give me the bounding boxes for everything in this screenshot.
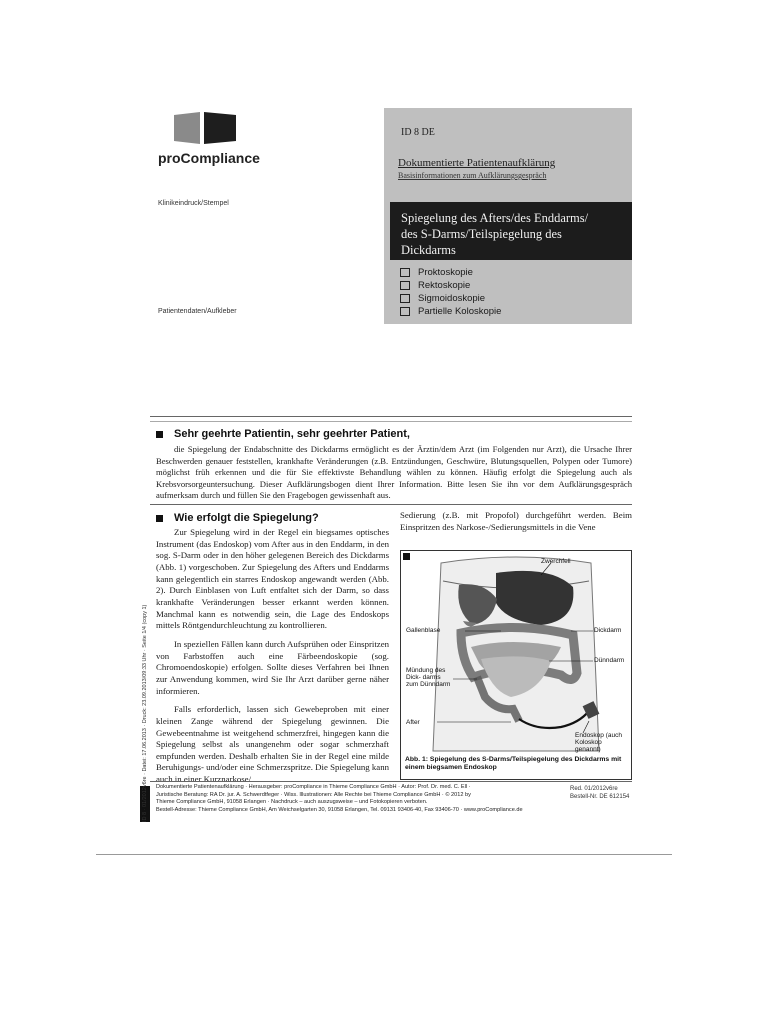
checkbox-icon[interactable]: [400, 307, 410, 316]
option-partielle-koloskopie[interactable]: Partielle Koloskopie: [400, 305, 501, 318]
divider: [150, 504, 632, 505]
label-muendung: Mündung des Dick- darms zum Dünndarm: [406, 667, 451, 688]
main-title-line: Dickdarms: [401, 243, 456, 257]
paragraph: In speziellen Fällen kann durch Aufsprühen oder Einspritzen von Farbstoffen auch eine Färbeendoskopie (sog. Chromoendoskopie) erfolgen. Sollte dieses Verfahren bei Ihnen zur Anwendung kommen, wird Sie Ihr Arzt darüber gerne näher informieren.: [156, 638, 389, 696]
label-gallenblase: Gallenblase: [406, 627, 441, 634]
paragraph: Zur Spiegelung wird in der Regel ein biegsames optisches Instrument (das Endoskop) vom After aus in den Enddarm, in den sog. S-Darm oder in den höher gelegenen Bereich des Dickdarms (Abb. 1) vorgeschoben. Zur Spiegelung des Afters und Enddarms kann gelegentlich ein starres Endoskop angewandt werden (Abb. 2). Durch Einblasen von Luft entfaltet sich der Darm, so dass krankhafte Veränderungen besser erkannt werden können. Manchmal kann es notwendig sein, die Lage des Endoskops mittels Röntgendurchleuchtung zu kontrollieren.: [156, 527, 389, 631]
scan-edge-line: [96, 854, 672, 855]
order-number: Bestell-Nr. DE 612154: [570, 794, 630, 800]
paragraph: Sedierung (z.B. mit Propofol) durchgeführt werden. Beim Einspritzen des Narkose-/Sedierungsmittels in die Vene: [400, 510, 632, 532]
procedure-options: [400, 266, 501, 318]
label-zwerchfell: Zwerchfell: [541, 558, 571, 565]
section-left-column: [156, 527, 389, 793]
label-dickdarm: Dickdarm: [594, 627, 622, 634]
footer-line: Bestell-Adresse: Thieme Compliance GmbH, Am Weichselgarten 30, 91058 Erlangen, Tel. 09131 93406-40, Fax 93406-70 · www.proCompliance.de: [156, 806, 523, 813]
footer-line: Juristische Beratung: RA Dr. jur. A. Schwerdtfeger · Wiss. Illustrationen: Alle Rechte bei Thieme Compliance GmbH · © 2012 by: [156, 791, 471, 798]
checkbox-icon[interactable]: [400, 294, 410, 303]
label-endoskop: Endoskop (auch Koloskop genannt): [575, 732, 622, 753]
checkbox-icon[interactable]: [400, 268, 410, 277]
reference-code: Red. 01/2012v6re: [570, 786, 618, 792]
option-proktoskopie[interactable]: Proktoskopie: [400, 266, 501, 279]
side-print-info: ID 8 · 01/2012v6re · Datei: 17.06.2013 · Druck: 23.09.2013/09:33 Uhr · Seite 1/4 (copy 1): [142, 604, 148, 822]
title-box: [384, 108, 632, 324]
divider: [150, 781, 632, 782]
section-heading: Wie erfolgt die Spiegelung?: [156, 512, 319, 524]
main-title-line: des S-Darms/Teilspiegelung des: [401, 227, 562, 241]
patient-label: Patientendaten/Aufkleber: [158, 308, 237, 315]
footer-line: Dokumentierte Patientenaufklärung · Herausgeber: proCompliance in Thieme Compliance GmbH · Autor: Prof. Dr. med. C. Ell ·: [156, 784, 471, 790]
procompliance-logo-icon: [172, 111, 238, 145]
label-duenndarm: Dünndarm: [594, 657, 625, 664]
stamp-label: Klinikeindruck/Stempel: [158, 200, 229, 207]
document-code: ID 8 DE: [401, 127, 435, 138]
main-title-line: Spiegelung des Afters/des Enddarms/: [401, 211, 589, 225]
divider: [150, 416, 632, 417]
divider: [150, 421, 632, 422]
brand-name: proCompliance: [158, 150, 260, 166]
option-rektoskopie[interactable]: Rektoskopie: [400, 279, 501, 292]
anatomy-illustration: [401, 551, 631, 755]
document-subtitle: Basisinformationen zum Aufklärungsgespräch: [398, 171, 547, 180]
figure-1: [400, 550, 632, 780]
intro-heading: Sehr geehrte Patientin, sehr geehrter Patient,: [156, 428, 410, 440]
bullet-square-icon: [156, 515, 163, 522]
option-sigmoidoskopie[interactable]: Sigmoidoskopie: [400, 292, 501, 305]
bullet-square-icon: [156, 431, 163, 438]
section-right-column: [400, 510, 632, 540]
paragraph: Falls erforderlich, lassen sich Gewebeproben mit einer kleinen Zange während der Spiegelung gewinnen. Die Gewebeentnahme ist weitgehend schmerzfrei, hingegen kann die Spiegelung selbst als unangenehm oder sogar schmerzhaft empfunden werden. Deshalb erhalten Sie in der Regel eine milde Beruhigungs- und/oder eine Schmerzspritze. Die Spiegelung kann auch in einer Kurznarkose/: [156, 704, 389, 785]
main-title: [390, 202, 632, 260]
checkbox-icon[interactable]: [400, 281, 410, 290]
footer: [156, 784, 636, 814]
document-title: Dokumentierte Patientenaufklärung: [398, 157, 556, 169]
footer-line: Thieme Compliance GmbH, 91058 Erlangen · Nachdruck – auch auszugsweise – und Fotokopieren verboten.: [156, 799, 428, 806]
intro-text: die Spiegelung der Endabschnitte des Dickdarms ermöglicht es der Ärztin/dem Arzt (im Folgenden nur Arzt), die Ursache Ihrer Beschwerden genauer feststellen, krankhafte Veränderungen (z.B. Entzündungen, Geschwüre, Blutungsquellen, Polypen oder Tumore) möglichst früh erkennen und die für Sie effektivste Behandlung wählen zu können. Häufig erfolgt die Spiegelung auch als Krebsvorsorgeuntersuchung. Dieser Aufklärungsbogen dient Ihrer Information. Bitte lesen Sie ihn vor dem Aufklärungsgespräch aufmerksam durch und füllen Sie den Fragebogen gewissenhaft aus.: [156, 444, 632, 501]
label-after: After: [406, 719, 420, 726]
figure-caption: Abb. 1: Spiegelung des S-Darms/Teilspiegelung des Dickdarms mit einem biegsamen Endoskop: [405, 756, 622, 771]
